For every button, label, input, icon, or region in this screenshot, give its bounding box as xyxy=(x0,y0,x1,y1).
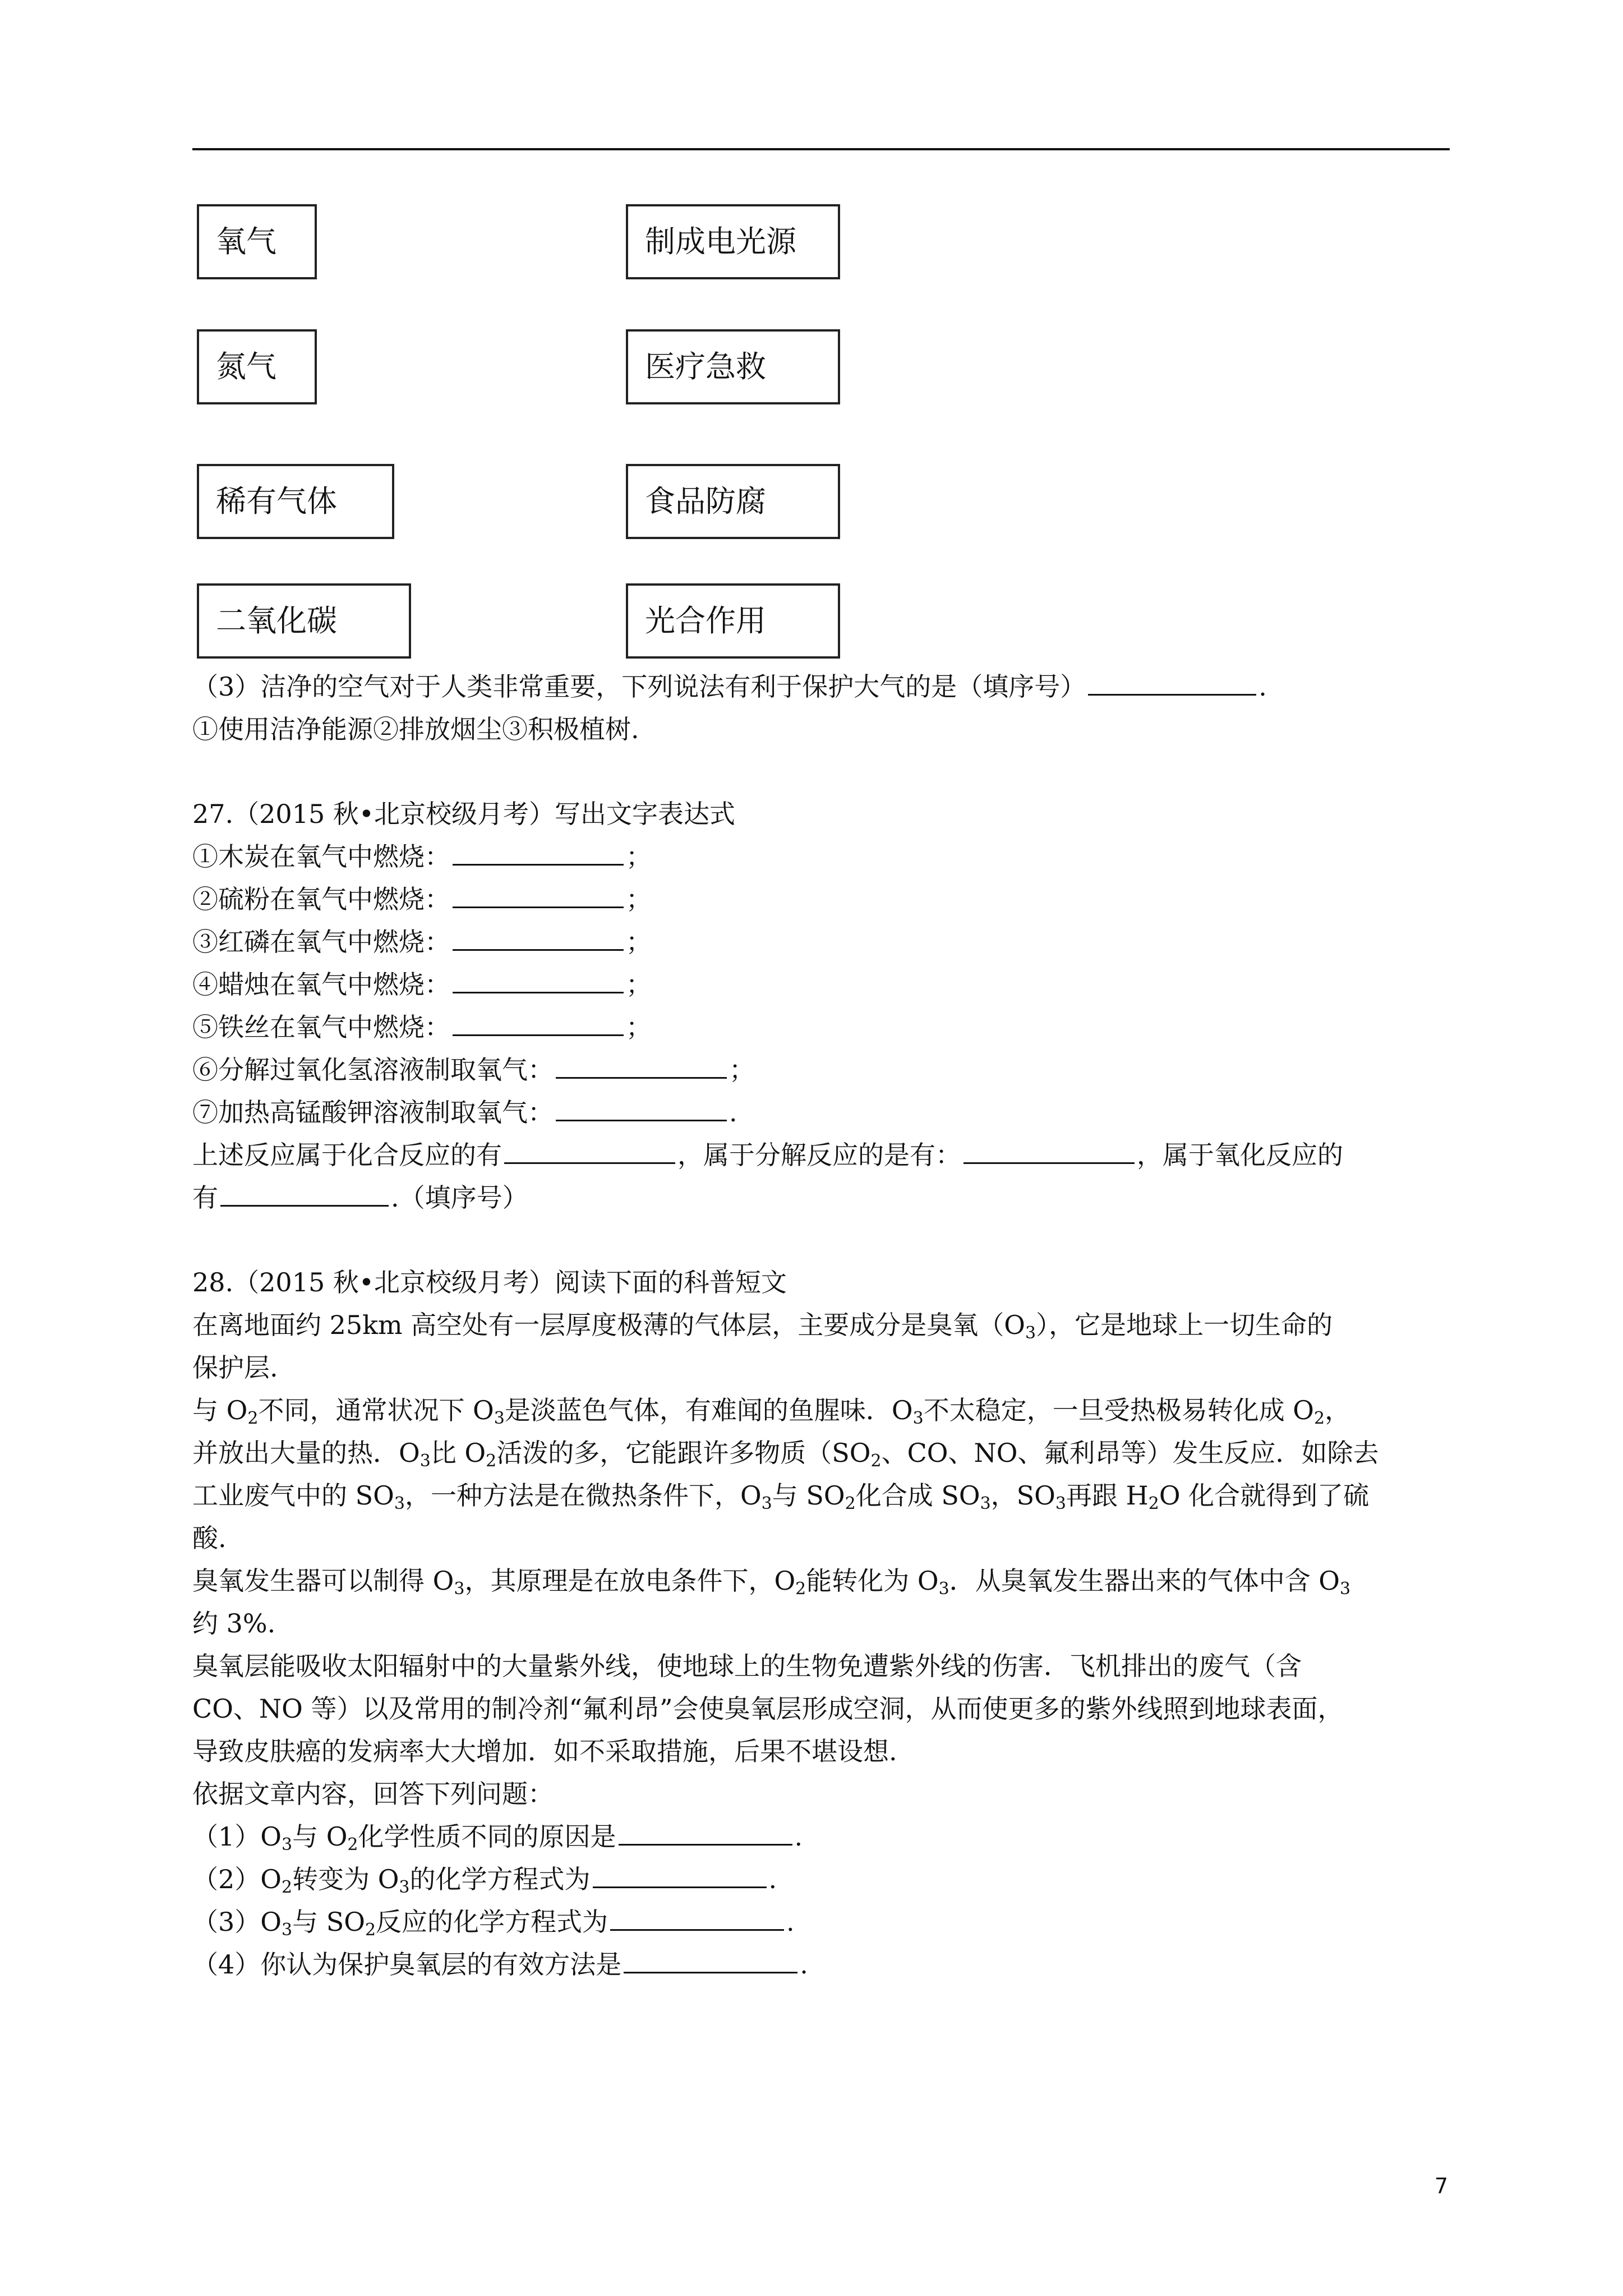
q28-p1-end: 保护层. xyxy=(192,1352,278,1383)
answer-blank[interactable] xyxy=(453,969,624,993)
q28-p4-line1: 臭氧层能吸收太阳辐射中的大量紫外线，使地球上的生物免遭紫外线的伤害．飞机排出的废气（含 xyxy=(192,1651,1302,1681)
answer-blank[interactable] xyxy=(220,1182,389,1207)
q28-title: 28.（2015 秋•北京校级月考）阅读下面的科普短文 xyxy=(192,1267,787,1297)
answer-blank[interactable] xyxy=(556,1097,727,1121)
q28-sub-1: $(1)O_3$与 $O_2$化学性质不同的原因是 . xyxy=(192,1821,803,1855)
answer-blank[interactable] xyxy=(504,1140,675,1164)
q28-p3-line2: 约 3%. xyxy=(192,1608,276,1639)
match-box-nitrogen[interactable]: 氮气 xyxy=(197,329,317,404)
q26-3-options: ①使用洁净能源②排放烟尘③积极植树. xyxy=(192,714,639,744)
answer-blank[interactable] xyxy=(610,1907,784,1931)
answer-blank[interactable] xyxy=(453,1012,624,1036)
q28-p4-line3: 导致皮肤癌的发病率大大增加．如不采取措施，后果不堪设想. xyxy=(192,1736,897,1766)
match-box-photosynthesis[interactable]: 光合作用 xyxy=(626,583,840,659)
q27-item-2: ②硫粉在氧气中燃烧： ； xyxy=(192,884,652,914)
page-number: 7 xyxy=(1435,2174,1449,2198)
answer-blank[interactable] xyxy=(624,1949,797,1973)
q28-p2-line1: 与 $O_2$不同，通常状况下 $O_3$是淡蓝色气体，有难闻的鱼腥味．$O_3$不太稳定，一旦受热极易转化成 $O_2$， xyxy=(192,1395,1351,1428)
answer-blank[interactable] xyxy=(1088,671,1256,696)
q28-p2-line2: 并放出大量的热．$O_3$比 $O_2$活泼的多，它能跟许多物质（$SO_2$、CO、NO、氟利昂等）发生反应．如除去 xyxy=(192,1438,1379,1471)
match-box-carbon-dioxide[interactable]: 二氧化碳 xyxy=(197,583,411,659)
q27-summary: 上述反应属于化合反应的有 ，属于分解反应的是有： ，属于氧化反应的 xyxy=(192,1140,1343,1170)
q28-p4-line2: CO、NO 等）以及常用的制冷剂“氟利昂”会使臭氧层形成空洞，从而使更多的紫外线照到地球表面， xyxy=(192,1694,1344,1724)
q28-sub-2: $(2)O_2$转变为 $O_3$的化学方程式为 . xyxy=(192,1864,777,1897)
q27-item-3: ③红磷在氧气中燃烧： ； xyxy=(192,927,652,957)
q27-item-1: ①木炭在氧气中燃烧： ； xyxy=(192,841,652,872)
match-box-medical[interactable]: 医疗急救 xyxy=(626,329,840,404)
answer-blank[interactable] xyxy=(593,1864,767,1888)
q28-p2-line3: 工业废气中的 $SO_3$，一种方法是在微热条件下，$O_3$与 $SO_2$化合成 $SO_3$，$SO_3$再跟 $H_2O$ 化合就得到了硫 xyxy=(192,1480,1370,1513)
answer-blank[interactable] xyxy=(556,1055,727,1079)
q27-item-5: ⑤铁丝在氧气中燃烧： ； xyxy=(192,1012,652,1042)
q27-title: 27.（2015 秋•北京校级月考）写出文字表达式 xyxy=(192,799,735,829)
match-box-food-preserve[interactable]: 食品防腐 xyxy=(626,464,840,539)
q28-ask: 依据文章内容，回答下列问题： xyxy=(192,1779,554,1809)
header-rule xyxy=(192,148,1450,150)
q28-p2-line4: 酸. xyxy=(192,1523,227,1553)
q28-p1: 在离地面约 25km 高空处有一层厚度极薄的气体层，主要成分是臭氧$(O_3)$，它是地球上一切生命的 xyxy=(192,1310,1333,1343)
answer-blank[interactable] xyxy=(453,841,624,866)
answer-blank[interactable] xyxy=(619,1821,792,1846)
match-box-oxygen[interactable]: 氧气 xyxy=(197,204,317,279)
q26-3-text: （3）洁净的空气对于人类非常重要，下列说法有利于保护大气的是（填序号） . xyxy=(192,671,1267,702)
q28-sub-4: （4）你认为保护臭氧层的有效方法是 . xyxy=(192,1949,808,1980)
q27-item-7: ⑦加热高锰酸钾溶液制取氧气： . xyxy=(192,1097,737,1128)
answer-blank[interactable] xyxy=(963,1140,1135,1164)
q27-summary-2: 有 .（填序号） xyxy=(192,1182,528,1213)
answer-blank[interactable] xyxy=(453,927,624,951)
q27-item-6: ⑥分解过氧化氢溶液制取氧气： ； xyxy=(192,1055,755,1085)
match-box-rare-gas[interactable]: 稀有气体 xyxy=(197,464,394,539)
answer-blank[interactable] xyxy=(453,884,624,908)
match-box-light-source[interactable]: 制成电光源 xyxy=(626,204,840,279)
q27-item-4: ④蜡烛在氧气中燃烧： ； xyxy=(192,969,652,1000)
q28-p3-line1: 臭氧发生器可以制得 $O_3$，其原理是在放电条件下，$O_2$能转化为 $O_3$．从臭氧发生器出来的气体中含 $O_3$ xyxy=(192,1566,1351,1599)
q28-sub-3: $(3)O_3$与 $SO_2$反应的化学方程式为 . xyxy=(192,1907,795,1940)
